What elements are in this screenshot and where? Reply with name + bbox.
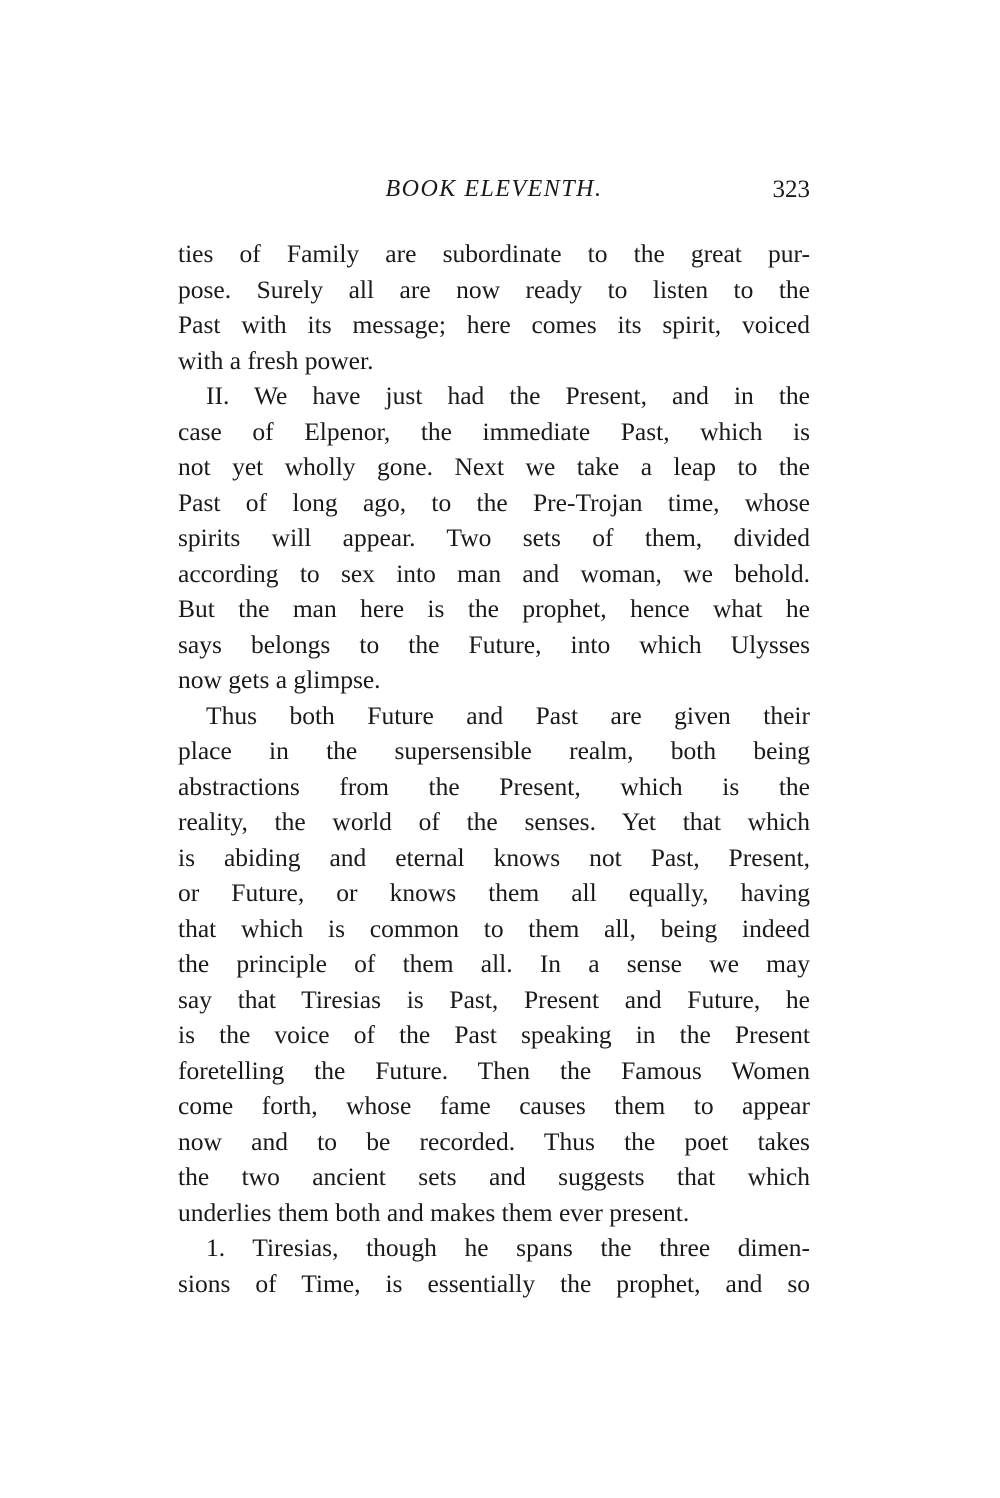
text-line: abstractions from the Present, which is the (178, 771, 810, 801)
body-text (178, 236, 810, 1301)
text-line: place in the supersensible realm, both being (178, 736, 810, 765)
text-line: say that Tiresias is Past, Present and Future, he (178, 984, 810, 1014)
text-line: now gets a glimpse. (178, 665, 381, 694)
text-line: come forth, whose fame causes them to appear (178, 1091, 810, 1120)
text-line: is abiding and eternal knows not Past, Present, (178, 842, 810, 872)
text-line: underlies them both and makes them ever present. (178, 1197, 690, 1227)
text-line: not yet wholly gone. Next we take a leap to the (178, 452, 810, 481)
text-line: or Future, or knows them all equally, having (178, 878, 810, 907)
text-line: But the man here is the prophet, hence what he (178, 594, 810, 623)
text-line: reality, the world of the senses. Yet that which (178, 807, 810, 836)
text-line: that which is common to them all, being indeed (178, 913, 810, 943)
text-line: Thus both Future and Past are given their (206, 700, 810, 730)
text-line: says belongs to the Future, into which Ulysses (178, 629, 810, 659)
text-line: foretelling the Future. Then the Famous Women (178, 1055, 810, 1085)
text-line: the principle of them all. In a sense we may (178, 949, 810, 978)
text-line: Past with its message; here comes its spirit, voiced (178, 310, 810, 339)
text-line: case of Elpenor, the immediate Past, which is (178, 416, 810, 446)
text-line: now and to be recorded. Thus the poet takes (178, 1126, 810, 1156)
text-line: II. We have just had the Present, and in the (206, 381, 810, 410)
running-title: BOOK ELEVENTH. (385, 176, 603, 202)
text-line: 1. Tiresias, though he spans the three dimen- (206, 1233, 810, 1262)
text-line: the two ancient sets and suggests that which (178, 1162, 810, 1191)
text-line: according to sex into man and woman, we behold. (178, 558, 810, 588)
text-line: sions of Time, is essentially the prophet, and so (178, 1268, 810, 1298)
text-line: pose. Surely all are now ready to listen to the (178, 274, 810, 304)
text-line: ties of Family are subordinate to the great pur- (178, 239, 810, 268)
text-line: Past of long ago, to the Pre-Trojan time, whose (178, 487, 810, 517)
running-head (178, 176, 810, 216)
page-number: 323 (772, 176, 810, 203)
text-line: is the voice of the Past speaking in the Present (178, 1020, 810, 1049)
text-line: with a fresh power. (178, 345, 374, 375)
text-line: spirits will appear. Two sets of them, divided (178, 523, 810, 552)
